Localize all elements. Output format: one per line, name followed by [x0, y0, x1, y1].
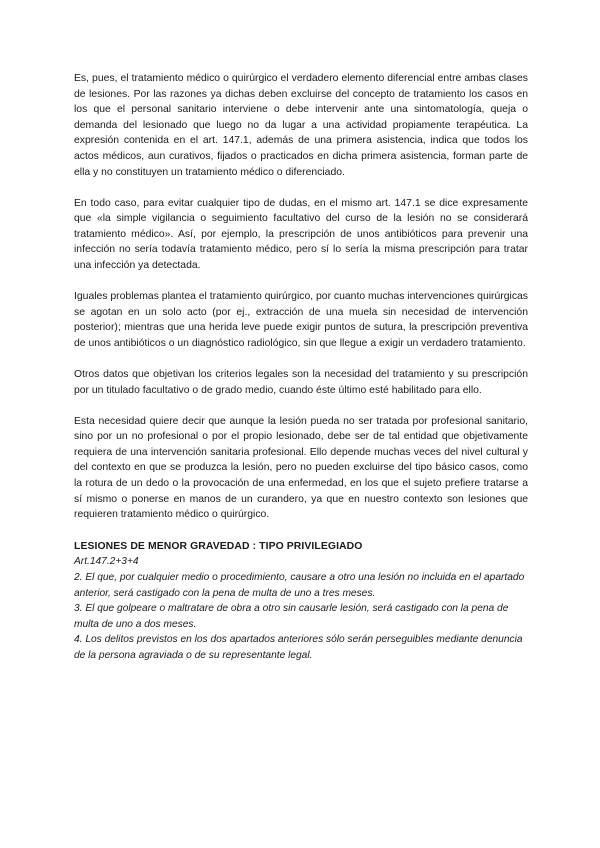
article-reference: Art.147.2+3+4 — [74, 556, 139, 568]
paragraph-4: Otros datos que objetivan los criterios legales son la necesidad del tratamiento y su prescripción por un titulado facultativo o de grado medio, cuando éste último esté habilitado para ello. — [74, 369, 528, 396]
paragraph-1: Es, pues, el tratamiento médico o quirúrgico el verdadero elemento diferencial entre ambas clases de lesiones. Por las razones ya dichas deben excluirse del concepto de tratamiento los casos en los que el personal sanitario interviene o debe intervenir ante una sintomatología, queja o demanda del lesionado que luego no da lugar a una actividad propiamente terapéutica. La expresión contenida en el art. 147.1, además de una primera asistencia, indica que todos los actos médicos, aun curativos, fijados o practicados en dicha primera asistencia, forman parte de ella y no constituyen un tratamiento médico o diferenciado. — [74, 73, 528, 178]
clause-2: 2. El que, por cualquier medio o procedimiento, causare a otro una lesión no incluida en el apartado anterior, será castigado con la pena de multa de uno a tres meses. — [74, 572, 525, 599]
paragraph-5: Esta necesidad quiere decir que aunque la lesión pueda no ser tratada por profesional sanitario, sino por un no profesional o por el propio lesionado, debe ser de tal entidad que objetivamente requiera de una intervención sanitaria profesional. Ello depende muchas veces del nivel cultural y del contexto en que se produzca la lesión, pero no pueden excluirse del tipo básico casos, como la rotura de un dedo o la provocación de una enfermedad, en los que el sujeto prefiere tratarse a sí mismo o ponerse en manos de un curandero, ya que en nuestro contexto son lesiones que requieren tratamiento médico o quirúrgico. — [74, 415, 528, 521]
section-heading: LESIONES DE MENOR GRAVEDAD : TIPO PRIVILEGIADO — [74, 540, 363, 552]
clause-4: 4. Los delitos previstos en los dos apartados anteriores sólo serán perseguibles mediante denuncia de la persona agraviada o de su representante legal. — [74, 634, 523, 661]
clause-3: 3. El que golpeare o maltratare de obra a otro sin causarle lesión, será castigado con la pena de multa de uno a dos meses. — [74, 603, 509, 630]
document-page — [74, 71, 528, 664]
paragraph-2: En todo caso, para evitar cualquier tipo de dudas, en el mismo art. 147.1 se dice expresamente que «la simple vigilancia o seguimiento facultativo del curso de la lesión no se considerará tratamiento médico». Así, por ejemplo, la prescripción de unos antibióticos para prevenir una infección no sería todavía tratamiento médico, pero sí lo sería la misma prescripción para tratar una infección ya detectada. — [74, 197, 528, 272]
paragraph-3: Iguales problemas plantea el tratamiento quirúrgico, por cuanto muchas intervenciones quirúrgicas se agotan en un solo acto (por ej., extracción de una muela sin necesidad de intervención posterior); mientras que una herida leve puede exigir puntos de sutura, la prescripción preventiva de unos antibióticos o un diagnóstico radiológico, sin que llegue a exigir un verdadero tratamiento. — [74, 291, 528, 349]
